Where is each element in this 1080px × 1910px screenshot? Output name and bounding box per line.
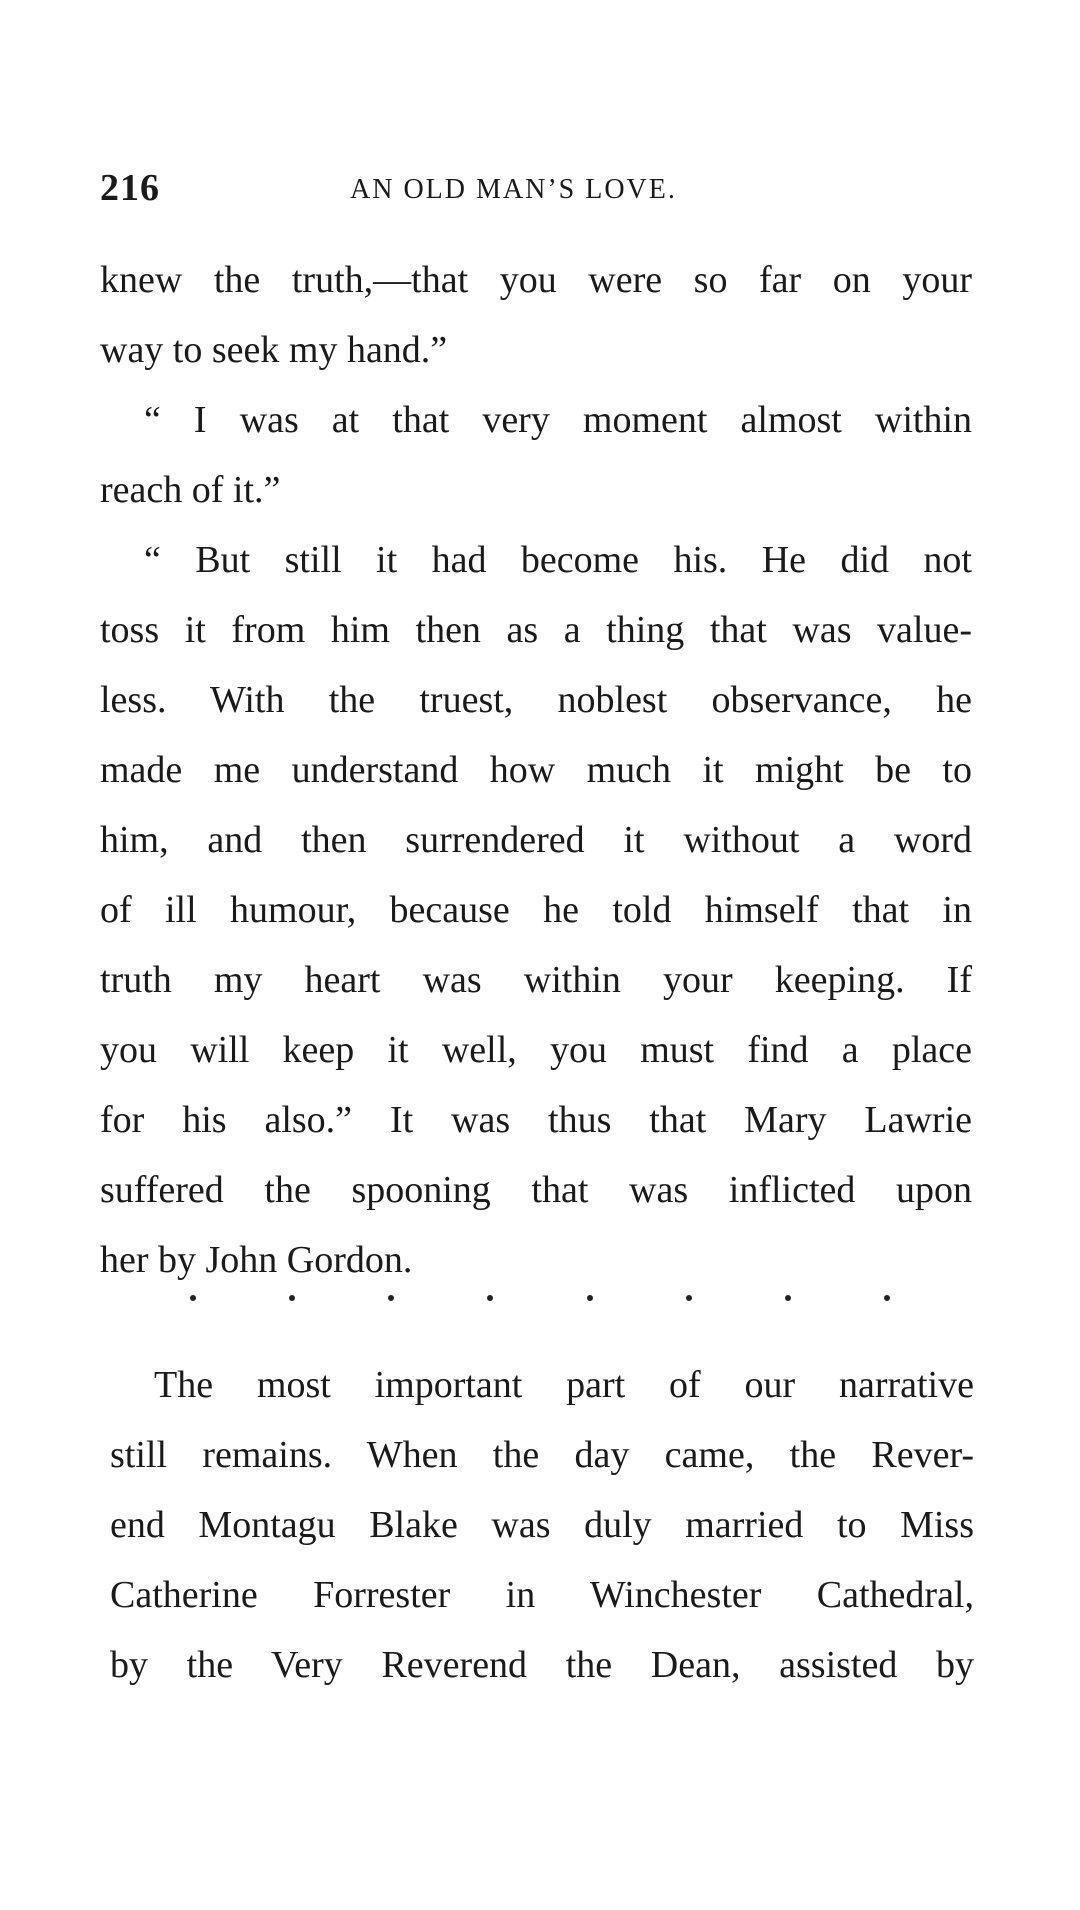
text-line: Catherine Forrester in Winchester Cathedral, xyxy=(110,1574,974,1616)
text-line: end Montagu Blake was duly married to Miss xyxy=(110,1504,974,1546)
text-line: knew the truth,—that you were so far on your xyxy=(100,259,972,301)
section-break-dot xyxy=(884,1295,890,1301)
page-number: 216 xyxy=(100,167,160,209)
text-line: you will keep it well, you must find a place xyxy=(100,1029,972,1071)
body-text-top xyxy=(100,245,972,1295)
text-line: still remains. When the day came, the Rever- xyxy=(110,1434,974,1476)
text-line: truth my heart was within your keeping. If xyxy=(100,959,972,1001)
book-title: AN OLD MAN’S LOVE. xyxy=(350,174,677,205)
section-break-dot xyxy=(487,1295,493,1301)
section-break-dot xyxy=(289,1295,295,1301)
text-line: toss it from him then as a thing that was value- xyxy=(100,609,972,651)
section-break-dot xyxy=(587,1295,593,1301)
section-break-dot xyxy=(785,1295,791,1301)
text-line: less. With the truest, noblest observance, he xyxy=(100,679,972,721)
text-line: made me understand how much it might be to xyxy=(100,749,972,791)
body-text-bottom xyxy=(110,1350,974,1700)
text-line: her by John Gordon. xyxy=(100,1239,413,1281)
section-break xyxy=(190,1295,890,1301)
text-line: for his also.” It was thus that Mary Lawrie xyxy=(100,1099,972,1141)
text-line: suffered the spooning that was inflicted upon xyxy=(100,1169,972,1211)
text-line: by the Very Reverend the Dean, assisted by xyxy=(110,1644,974,1686)
text-line: way to seek my hand.” xyxy=(100,329,448,371)
text-line: “ But still it had become his. He did not xyxy=(144,539,972,581)
text-line: reach of it.” xyxy=(100,469,281,511)
text-line: him, and then surrendered it without a word xyxy=(100,819,972,861)
section-break-dot xyxy=(388,1295,394,1301)
running-head xyxy=(100,166,970,216)
text-line: of ill humour, because he told himself that in xyxy=(100,889,972,931)
text-line: The most important part of our narrative xyxy=(154,1364,974,1406)
section-break-dot xyxy=(190,1295,196,1301)
section-break-dot xyxy=(686,1295,692,1301)
text-line: “ I was at that very moment almost within xyxy=(144,399,972,441)
